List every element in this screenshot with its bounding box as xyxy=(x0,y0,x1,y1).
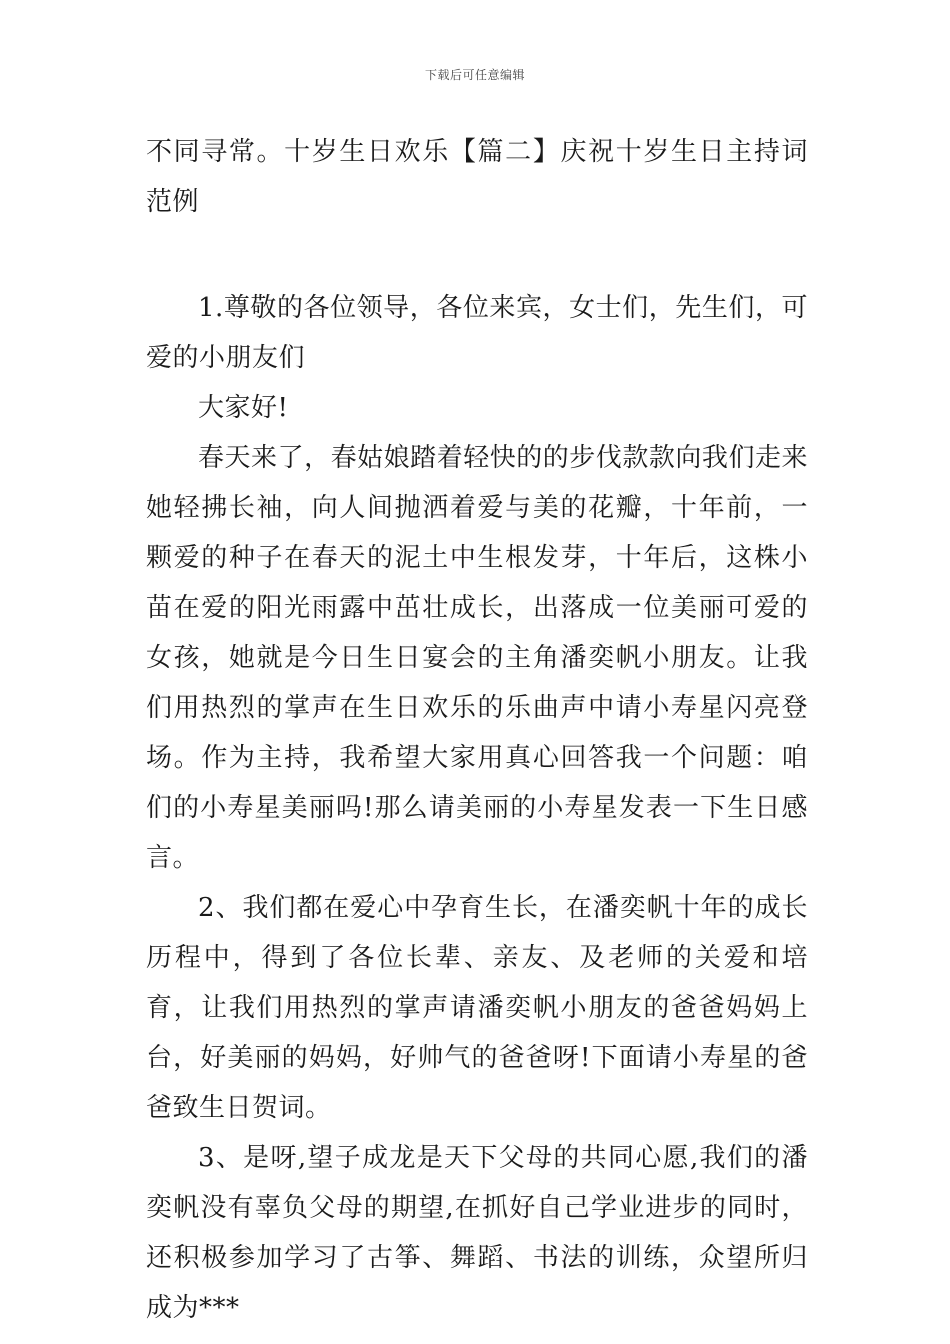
paragraph-3: 春天来了，春姑娘踏着轻快的的步伐款款向我们走来她轻拂长袖，向人间抛洒着爱与美的花瓣，十年前，一颗爱的种子在春天的泥土中生根发芽，十年后，这株小苗在爱的阳光雨露中茁壮成长，出落成一位美丽可爱的女孩，她就是今日生日宴会的主角潘奕帆小朋友。让我们用热烈的掌声在生日欢乐的乐曲声中请小寿星闪亮登场。作为主持，我希望大家用真心回答我一个问题：咱们的小寿星美丽吗!那么请美丽的小寿星发表一下生日感言。 xyxy=(146,443,808,873)
paragraph-gap xyxy=(146,227,808,283)
paragraph-5: 3、是呀,望子成龙是天下父母的共同心愿,我们的潘奕帆没有辜负父母的期望,在抓好自己学业进步的同时，还积极参加学习了古筝、舞蹈、书法的训练，众望所归成为*** xyxy=(146,1143,808,1323)
document-body xyxy=(146,127,808,1333)
header-note: 下载后可任意编辑 xyxy=(424,68,525,82)
paragraph-4: 2、我们都在爱心中孕育生长，在潘奕帆十年的成长历程中，得到了各位长辈、亲友、及老师的关爱和培育，让我们用热烈的掌声请潘奕帆小朋友的爸爸妈妈上台，好美丽的妈妈，好帅气的爸爸呀!下面请小寿星的爸爸致生日贺词。 xyxy=(146,893,808,1123)
paragraph-2: 大家好! xyxy=(198,393,289,423)
title-line: 不同寻常。十岁生日欢乐【篇二】庆祝十岁生日主持词范例 xyxy=(146,137,808,217)
paragraph-1: 1.尊敬的各位领导，各位来宾，女士们，先生们，可爱的小朋友们 xyxy=(146,293,808,373)
